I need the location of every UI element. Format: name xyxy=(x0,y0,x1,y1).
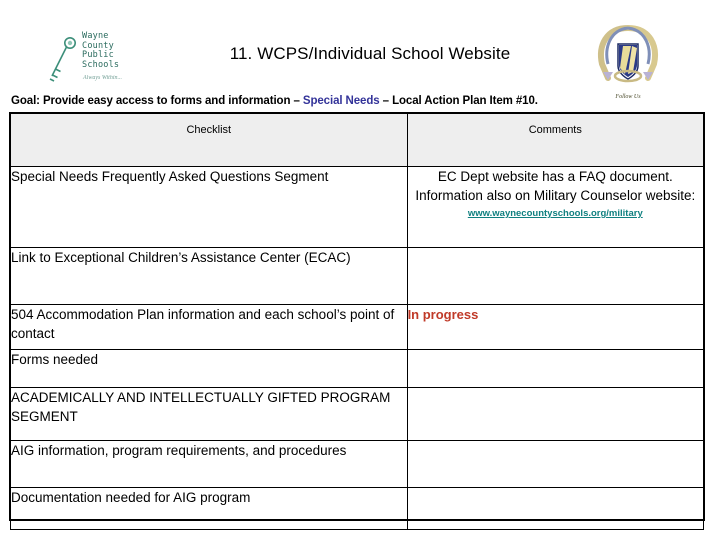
comment-url-link[interactable]: www.waynecountyschools.org/military xyxy=(467,208,643,219)
table-row xyxy=(11,388,704,441)
crest-icon xyxy=(592,22,664,92)
comment-text: EC Dept website has a FAQ document. Information also on Military Counselor website: xyxy=(415,169,696,203)
checklist-table xyxy=(10,113,704,530)
column-header-comments: Comments xyxy=(407,114,703,167)
cell-checklist: Documentation needed for AIG program xyxy=(11,488,408,530)
column-header-checklist: Checklist xyxy=(11,114,408,167)
cell-checklist: 504 Accommodation Plan information and each school’s point of contact xyxy=(11,305,408,350)
cell-checklist: Link to Exceptional Children’s Assistance Center (ECAC) xyxy=(11,248,408,305)
crest-motto: Follow Us xyxy=(615,94,641,100)
cell-comments xyxy=(407,488,703,530)
slide-header xyxy=(0,0,720,100)
table-row xyxy=(11,167,704,248)
status-badge: In progress xyxy=(407,307,479,322)
cell-comments xyxy=(407,305,703,350)
cell-comments xyxy=(407,388,703,441)
logo-line-4: Schools xyxy=(82,59,120,70)
goal-statement xyxy=(11,95,538,107)
cell-checklist: Forms needed xyxy=(11,350,408,388)
table-row xyxy=(11,488,704,530)
table-body xyxy=(11,167,704,530)
page-title: 11. WCPS/Individual School Website xyxy=(229,44,511,63)
key-icon xyxy=(47,34,79,86)
cell-comments xyxy=(407,167,703,248)
cell-comments xyxy=(407,441,703,488)
logo-line-3: Public xyxy=(82,50,114,60)
table-row xyxy=(11,305,704,350)
goal-highlight: Special Needs xyxy=(302,95,380,107)
cell-checklist: ACADEMICALLY AND INTELLECTUALLY GIFTED PROGRAM SEGMENT xyxy=(11,388,408,441)
cell-checklist: AIG information, program requirements, and procedures xyxy=(11,441,408,488)
table-row xyxy=(11,441,704,488)
goal-prefix: Goal: Provide easy access to forms and information – xyxy=(11,95,303,107)
logo-wordmark xyxy=(82,32,144,70)
logo-line-2: County xyxy=(82,40,114,51)
table-row xyxy=(11,350,704,388)
military-crest-emblem xyxy=(592,22,664,98)
logo-line-1: Wayne xyxy=(82,31,109,41)
cell-comments xyxy=(407,350,703,388)
table-row xyxy=(11,248,704,305)
cell-comments xyxy=(407,248,703,305)
logo-tagline: Always Within... xyxy=(83,75,122,81)
table-header-row xyxy=(11,114,704,167)
wayne-county-public-schools-logo xyxy=(47,28,145,90)
goal-suffix: – Local Action Plan Item #10. xyxy=(379,95,538,107)
cell-checklist: Special Needs Frequently Asked Questions Segment xyxy=(11,167,408,248)
